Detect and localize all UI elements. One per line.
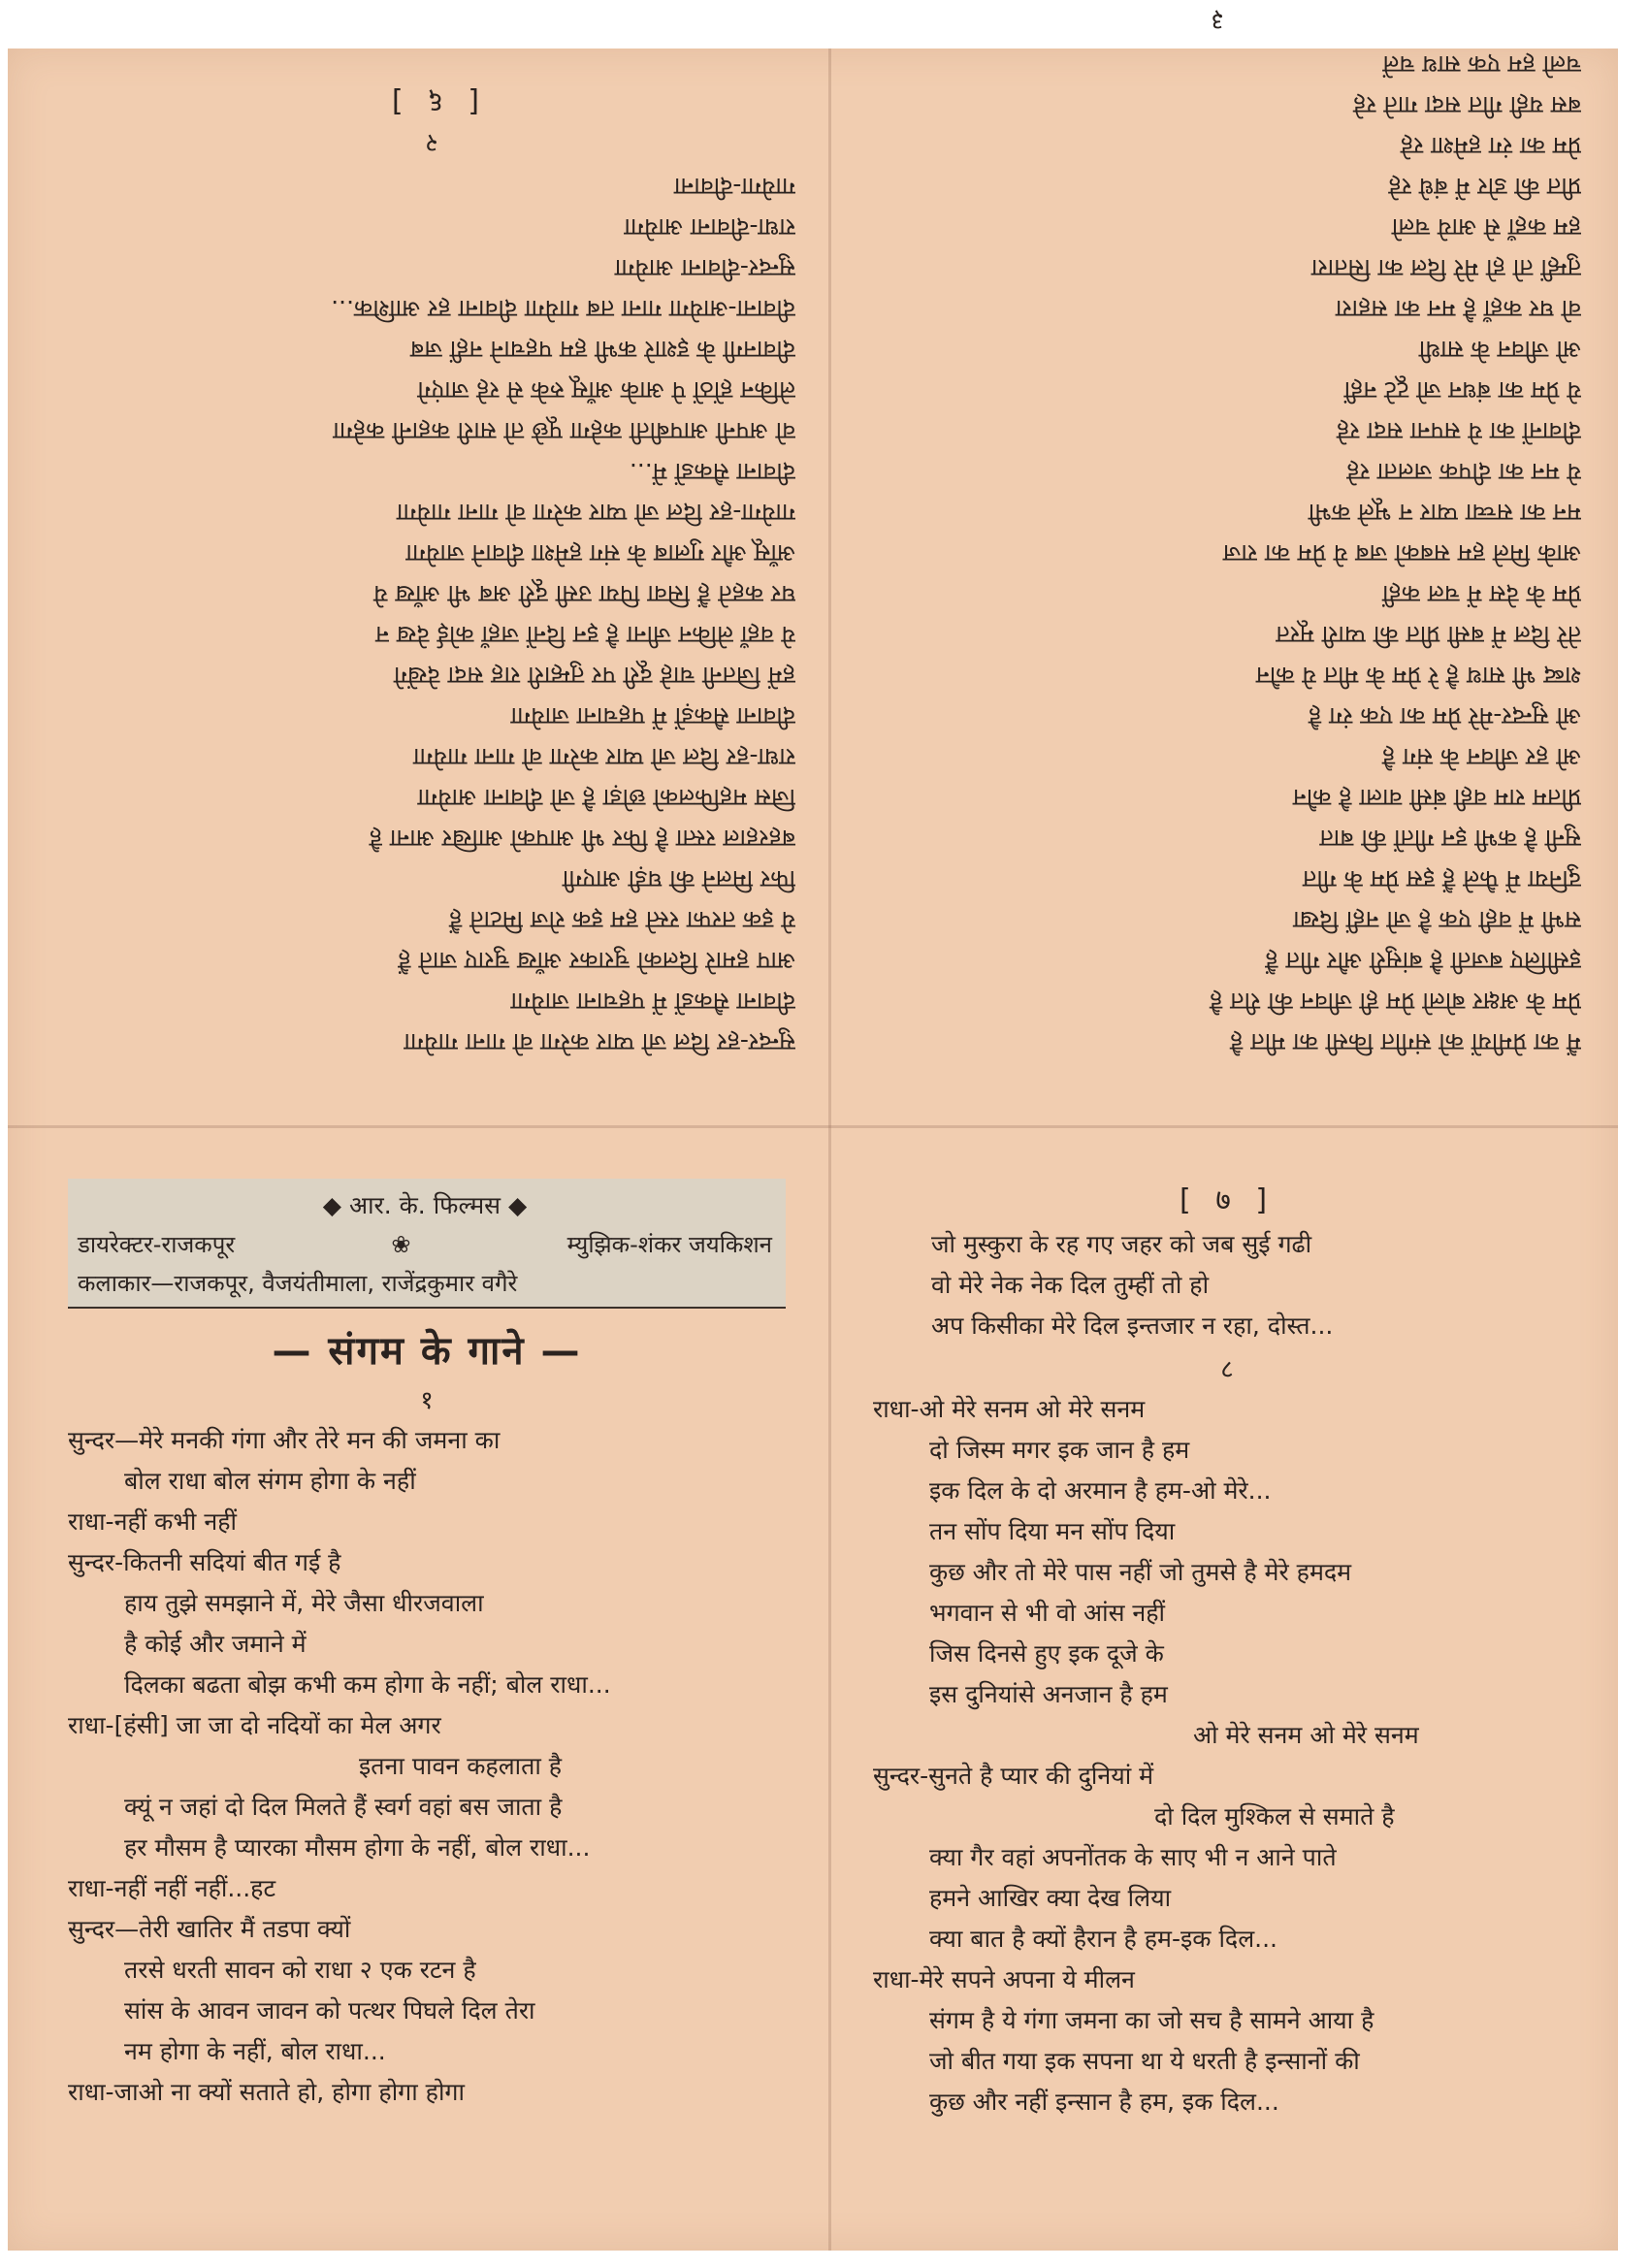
- lyric-line: तेरे दिल में बसी प्रीत की प्यारी मूरत: [1276, 621, 1581, 649]
- lyric-line: राधा-[हंसी] जा जा दो नदियों का मेल अगर: [68, 1711, 441, 1739]
- top-right-page: [854, 6, 1581, 1062]
- lyric-line: हमें जितनी चाहे दूरी पर तुम्हारी राह सदा देखेंगे: [393, 662, 795, 690]
- lyric-line: आँसू और गुलाब के संग हमेशा दीवाने जायेगा: [405, 539, 795, 567]
- lyric-line: गायेगा-हर दिल जो प्यार करेगा वो गाना गायेगा: [396, 499, 795, 527]
- lyric-line: ये इक तरफा रस्ते हम इक रोज मिटाते हैं: [449, 906, 795, 934]
- bottom-right-lines: [873, 1389, 1581, 2122]
- lyric-line: सुन्दर—मेरे मनकी गंगा और तेरे मन की जमना का: [68, 1426, 501, 1454]
- lyric-line: शब्द भी साथ है रे प्रेम के मीत ये कौन: [1255, 662, 1581, 690]
- lyric-line: सुनी है कभी इन गीतों की बात: [1319, 825, 1581, 853]
- lyric-line: बस यही गीत सदा गाते रहे: [1353, 91, 1581, 119]
- film-header: [68, 1179, 786, 1309]
- lyric-line: राधा-जाओ ना क्यों सताते हो, होगा होगा होगा: [68, 2078, 465, 2106]
- horizontal-fold-line: [8, 1125, 1618, 1128]
- lyric-line: क्या बात है क्यों हैरान है हम-इक दिल...: [929, 1925, 1277, 1953]
- lyric-line: तन सोंप दिया मन सोंप दिया: [929, 1517, 1176, 1545]
- vertical-fold-line: [828, 49, 831, 2251]
- lyric-line: चलो हम एक साथ चलें: [1382, 50, 1581, 79]
- lyric-line: राधा-नहीं कभी नहीं: [68, 1507, 237, 1536]
- lyric-line: प्रेम के देस में चल कहीं: [1381, 580, 1581, 608]
- section-number: १: [420, 1386, 434, 1415]
- lyric-line: लेकिन होंठों पे आके आँसू रुके से रहे जाएंगे: [417, 376, 795, 405]
- lyric-line: ये वहाँ लेकिन जीना है इन दिनों जहाँ कोई देख न: [375, 621, 795, 649]
- lyric-line: हम कहाँ से आये चलो: [1391, 213, 1581, 242]
- top-left-page: [68, 84, 795, 1062]
- lyric-line: कुछ और तो मेरे पास नहीं जो तुमसे है मेरे हमदम: [929, 1558, 1352, 1586]
- lyric-line: क्या गैर वहां अपनोंतक के साए भी न आने पाते: [929, 1843, 1337, 1871]
- cast-row: [78, 1264, 772, 1303]
- lyric-line: दीवाना-आयेगा गाना तब गायेगा दीवाना हर आशिक...: [331, 295, 795, 323]
- bottom-left-page: [68, 1179, 786, 2113]
- lyric-line: दीवाना सैकडों में...: [629, 458, 795, 486]
- lyric-line: ओ हर जीवन के संग है: [1381, 743, 1581, 771]
- bottom-right-top-lines: [873, 1224, 1581, 1346]
- lyric-line: जो मुस्कुरा के रह गए जहर को जब सुई गढी: [931, 1230, 1312, 1258]
- lyric-line: जिस महफिलको छोड़ा है जो दीवाना आयेगा: [417, 784, 795, 812]
- music-credit: म्युझिक-शंकर जयकिशन: [566, 1231, 772, 1258]
- diamond-icon: ◆: [508, 1191, 528, 1219]
- lyric-line: क्यूं न जहां दो दिल मिलते हैं स्वर्ग वहां बस जाता है: [124, 1793, 563, 1821]
- lyric-line: हर मौसम है प्यारका मौसम होगा के नहीं, बोल राधा...: [124, 1833, 591, 1862]
- lyric-line: बोल राधा बोल संगम होगा के नहीं: [124, 1467, 416, 1495]
- credits-row: [78, 1225, 772, 1264]
- lyric-line: दीवानगी के इशारे कभी हम पहचाने नहीं जब: [410, 336, 795, 364]
- lyric-line: ओ मेरे सनम ओ मेरे सनम: [1193, 1721, 1419, 1749]
- lyric-line: हमने आखिर क्या देख लिया: [929, 1884, 1172, 1912]
- lyric-line: इतना पावन कहलाता है: [359, 1752, 563, 1780]
- lyric-line: फिर मिलने की घड़ी आएगी: [562, 865, 795, 893]
- section-number: २: [425, 128, 438, 157]
- lyric-line: सभी में वही एक है जो नहीं दिखा: [1293, 906, 1581, 934]
- lyric-line: भगवान से भी वो आंस नहीं: [929, 1599, 1166, 1627]
- lyric-line: सुन्दर-दीवाना आयेगा: [614, 254, 795, 282]
- lyric-line: तरसे धरती सावन को राधा २ एक रटन है: [124, 1956, 476, 1984]
- lyric-line: प्रीत की डोर में बंधे रहे: [1388, 173, 1581, 201]
- lyric-line: राधा-मेरे सपने अपना ये मीलन: [873, 1965, 1135, 1993]
- lyric-line: सुन्दर—तेरी खातिर मैं तडपा क्यों: [68, 1915, 351, 1943]
- lyric-line: हाय तुझे समझाने में, मेरे जैसा धीरजवाला: [124, 1589, 484, 1617]
- lyric-line: दीवाना सैकड़ों में पहचाना जायेगा: [510, 702, 795, 730]
- lyric-line: दुनिया में फैले हैं इस प्रेम के गीत: [1302, 865, 1581, 893]
- lyric-line: राधा-ओ मेरे सनम ओ मेरे सनम: [873, 1395, 1146, 1423]
- company-text: आर. के. फिल्मस: [348, 1191, 501, 1219]
- cast-credit: कलाकार—राजकपूर, वैजयंतीमाला, राजेंद्रकुमार वगैरे: [78, 1270, 518, 1297]
- lyric-line: आके मिले हम सबको जब ये प्रेम का राज: [1222, 539, 1581, 567]
- lyric-line: नम होगा के नहीं, बोल राधा...: [124, 2037, 386, 2065]
- diamond-icon: ◆: [322, 1191, 341, 1219]
- songbook-title: — संगम के गाने —: [272, 1329, 582, 1374]
- lyric-line: राधा-नहीं नहीं नहीं...हट: [68, 1874, 276, 1902]
- lyric-line: जिस दिनसे हुए इक दूजे के: [929, 1639, 1164, 1668]
- section-number: ८: [1220, 1355, 1234, 1384]
- lyric-line: दो दिल मुश्किल से समाते है: [1154, 1802, 1395, 1831]
- lyric-line: दिलका बढता बोझ कभी कम होगा के नहीं; बोल राधा...: [124, 1670, 611, 1699]
- lyric-line: जो बीत गया इक सपना था ये धरती है इन्सानों की: [929, 2047, 1360, 2075]
- lyric-line: इक दिल के दो अरमान है हम-ओ मेरे...: [929, 1476, 1272, 1505]
- lyric-line: दीवाना सैकडों में पहचाना जायेगा: [510, 988, 795, 1016]
- lyric-line: मन का सच्चा प्यार न भूले कभी: [1308, 499, 1581, 527]
- lyric-line: ये प्रेम का बंधन जो टूटे नहीं: [1343, 376, 1581, 405]
- page-number: [ ६ ]: [383, 84, 480, 118]
- lyric-line: सुन्दर-कितनी सदियां बीत गई है: [68, 1548, 341, 1576]
- bottom-left-lines: [68, 1420, 786, 2113]
- lyric-line: राधा-हर दिल जो प्यार करेगा वो गाना गायेगा: [413, 743, 795, 771]
- lyric-line: मैं का प्रेमीयों को संगीत किसी का मीत है: [1230, 1028, 1581, 1056]
- lyric-line: सांस के आवन जावन को पत्थर पिघले दिल तेरा: [124, 1996, 535, 2025]
- lyric-line: वो मेरे नेक नेक दिल तुम्हीं तो हो: [931, 1271, 1210, 1299]
- bottom-right-page: [873, 1179, 1581, 2122]
- lyric-line: प्रीतम राम वही बंसी वाला है कौन: [1292, 784, 1581, 812]
- lyric-line: तुम्हीं तो हो मेरे दिल का सितारा: [1310, 254, 1581, 282]
- lyric-line: दो जिस्म मगर इक जान है हम: [929, 1436, 1190, 1464]
- lyric-line: कुछ और नहीं इन्सान है हम, इक दिल...: [929, 2088, 1279, 2116]
- lyric-line: सुन्दर-सुनते है प्यार की दुनियां में: [873, 1762, 1154, 1790]
- director-credit: डायरेक्टर-राजकपूर: [78, 1231, 236, 1258]
- top-left-lines: [68, 166, 795, 1062]
- page-number: [854, 0, 1581, 1]
- lyric-line: इस दुनियांसे अनजान है हम: [929, 1680, 1168, 1708]
- lyric-line: प्रेम का रंग हमेशा रहे: [1400, 132, 1581, 160]
- ornament-icon: ❀: [391, 1231, 411, 1258]
- section-number: ३: [1211, 6, 1224, 35]
- lyric-line: गायेगा-दीवाना: [673, 173, 795, 201]
- lyric-line: है कोई और जमाने में: [124, 1630, 307, 1658]
- lyric-line: आप हमारे दिलको चुराकर आँख चुराए जाते हैं: [398, 947, 795, 975]
- lyric-line: इसीलिए बजती है बांसुरी और गीत हैं: [1265, 947, 1581, 975]
- lyric-line: दीवानों का ये सपना सदा रहे: [1337, 417, 1581, 445]
- lyric-line: ओ सुन्दर-मेरे प्रेम का एक रंग है: [1308, 702, 1581, 730]
- lyric-line: राधा-दीवाना आयेगा: [624, 213, 795, 242]
- lyric-line: संगम है ये गंगा जमना का जो सच है सामने आया है: [929, 2006, 1374, 2034]
- lyric-line: ओ जीवन के साथी: [1418, 336, 1581, 364]
- lyric-line: सुन्दर-हर दिल जो प्यार करेगा वो गाना गायेगा: [404, 1028, 795, 1056]
- lyric-line: वो घर कहाँ है मन का सहारा: [1335, 295, 1581, 323]
- lyric-line: ये मन का दीपक जलता रहे: [1346, 458, 1581, 486]
- top-right-lines: [854, 44, 1581, 1062]
- lyric-line: अप किसीका मेरे दिल इन्तजार न रहा, दोस्त...: [931, 1312, 1334, 1340]
- lyric-line: बहरहाल रस्ता है फिर भी आपको आखिर आना है: [369, 825, 795, 853]
- lyric-line: प्रेम के अक्षर बोलो प्रेम ही जीवन की रीत है: [1210, 988, 1581, 1016]
- lyric-line: वो अपनी आपबीती कहेगा पूछे तो सारी कहानी कहेगा: [333, 417, 795, 445]
- lyric-line: घर कहते हैं सिवा पिया उसी दूरी अब भी आँख ये: [373, 580, 795, 608]
- page-number: [ ७ ]: [1179, 1183, 1276, 1217]
- company-name: [78, 1186, 772, 1225]
